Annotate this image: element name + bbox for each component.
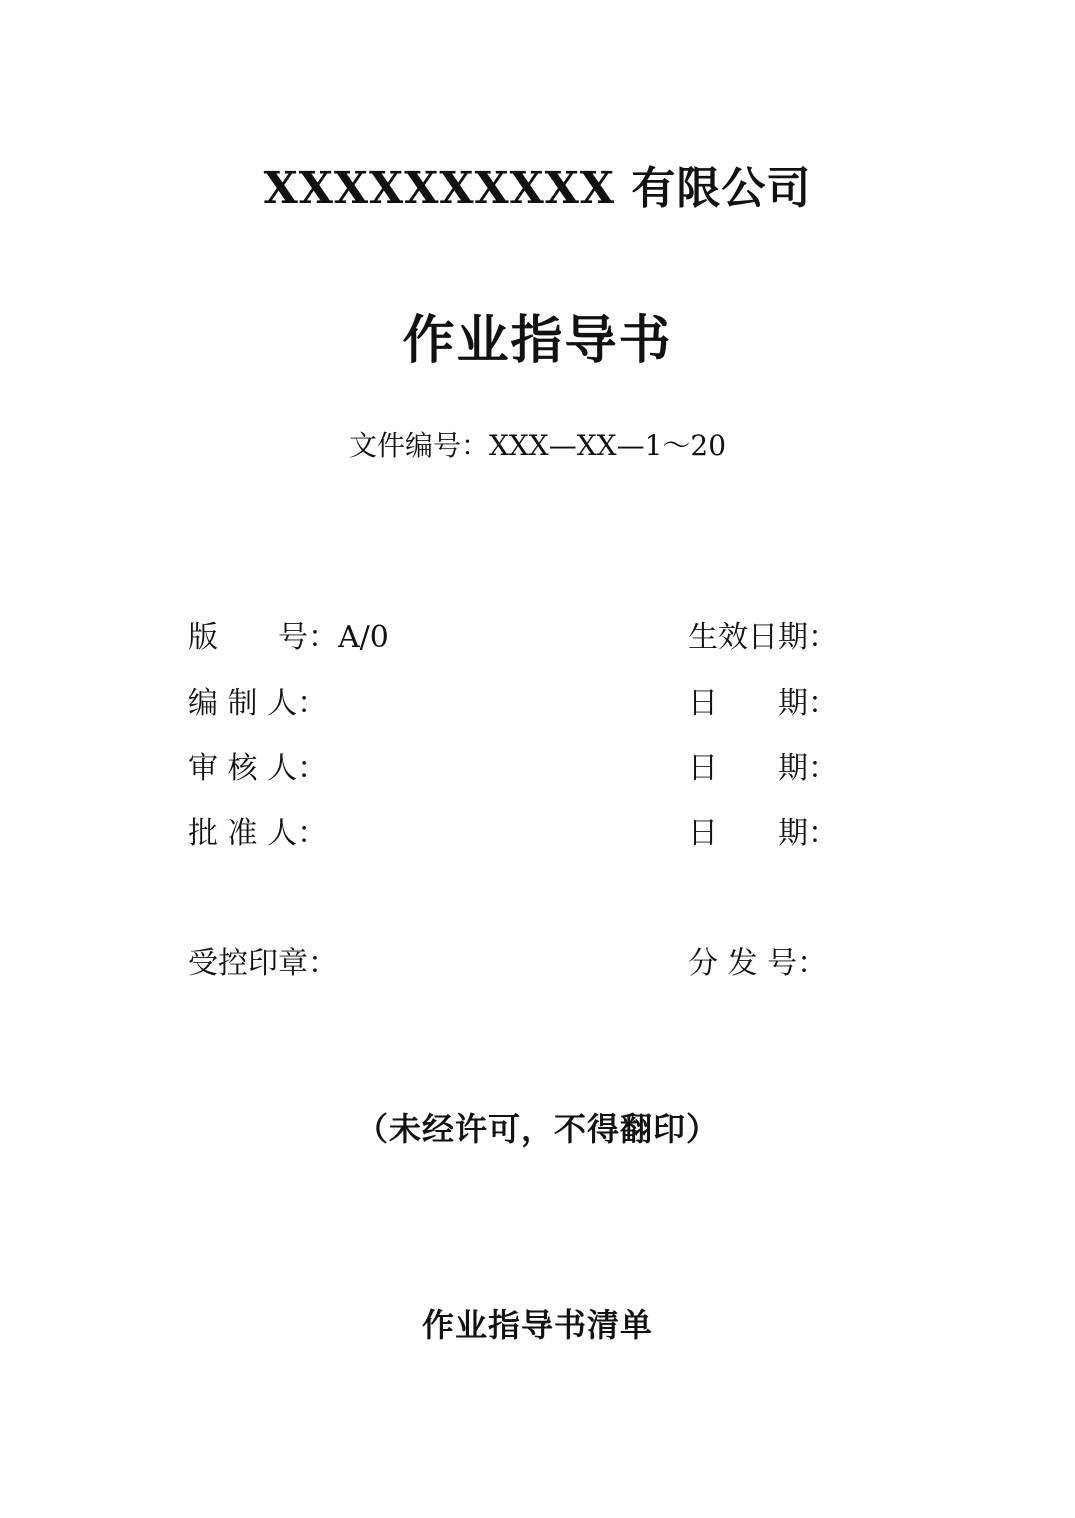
reviewed-by-field: 审 核 人： <box>188 751 328 786</box>
effective-date-field: 生效日期： <box>688 620 838 655</box>
approved-date-field: 日 期： <box>688 816 838 851</box>
approved-by-field: 批 准 人： <box>188 816 328 851</box>
copy-notice: （未经许可，不得翻印） <box>355 1110 719 1148</box>
prepared-date-field: 日 期： <box>688 686 838 721</box>
field-row-prepared <box>0 684 1075 724</box>
distribution-number-field: 分 发 号： <box>688 946 828 981</box>
prepared-by-field: 编 制 人： <box>188 686 328 721</box>
field-row-reviewed <box>0 749 1075 789</box>
field-row-approved <box>0 814 1075 854</box>
company-name: XXXXXXXXXX 有限公司 <box>263 163 812 214</box>
field-row-control <box>0 944 1075 984</box>
field-row-version <box>0 618 1075 658</box>
list-title: 作业指导书清单 <box>421 1306 653 1344</box>
reviewed-date-field: 日 期： <box>688 751 838 786</box>
controlled-stamp-field: 受控印章： <box>188 946 338 981</box>
document-title: 作业指导书 <box>402 310 673 371</box>
version-field: 版 号：A/0 <box>188 620 389 655</box>
file-number: 文件编号：XXX—XX—1～20 <box>348 429 727 462</box>
